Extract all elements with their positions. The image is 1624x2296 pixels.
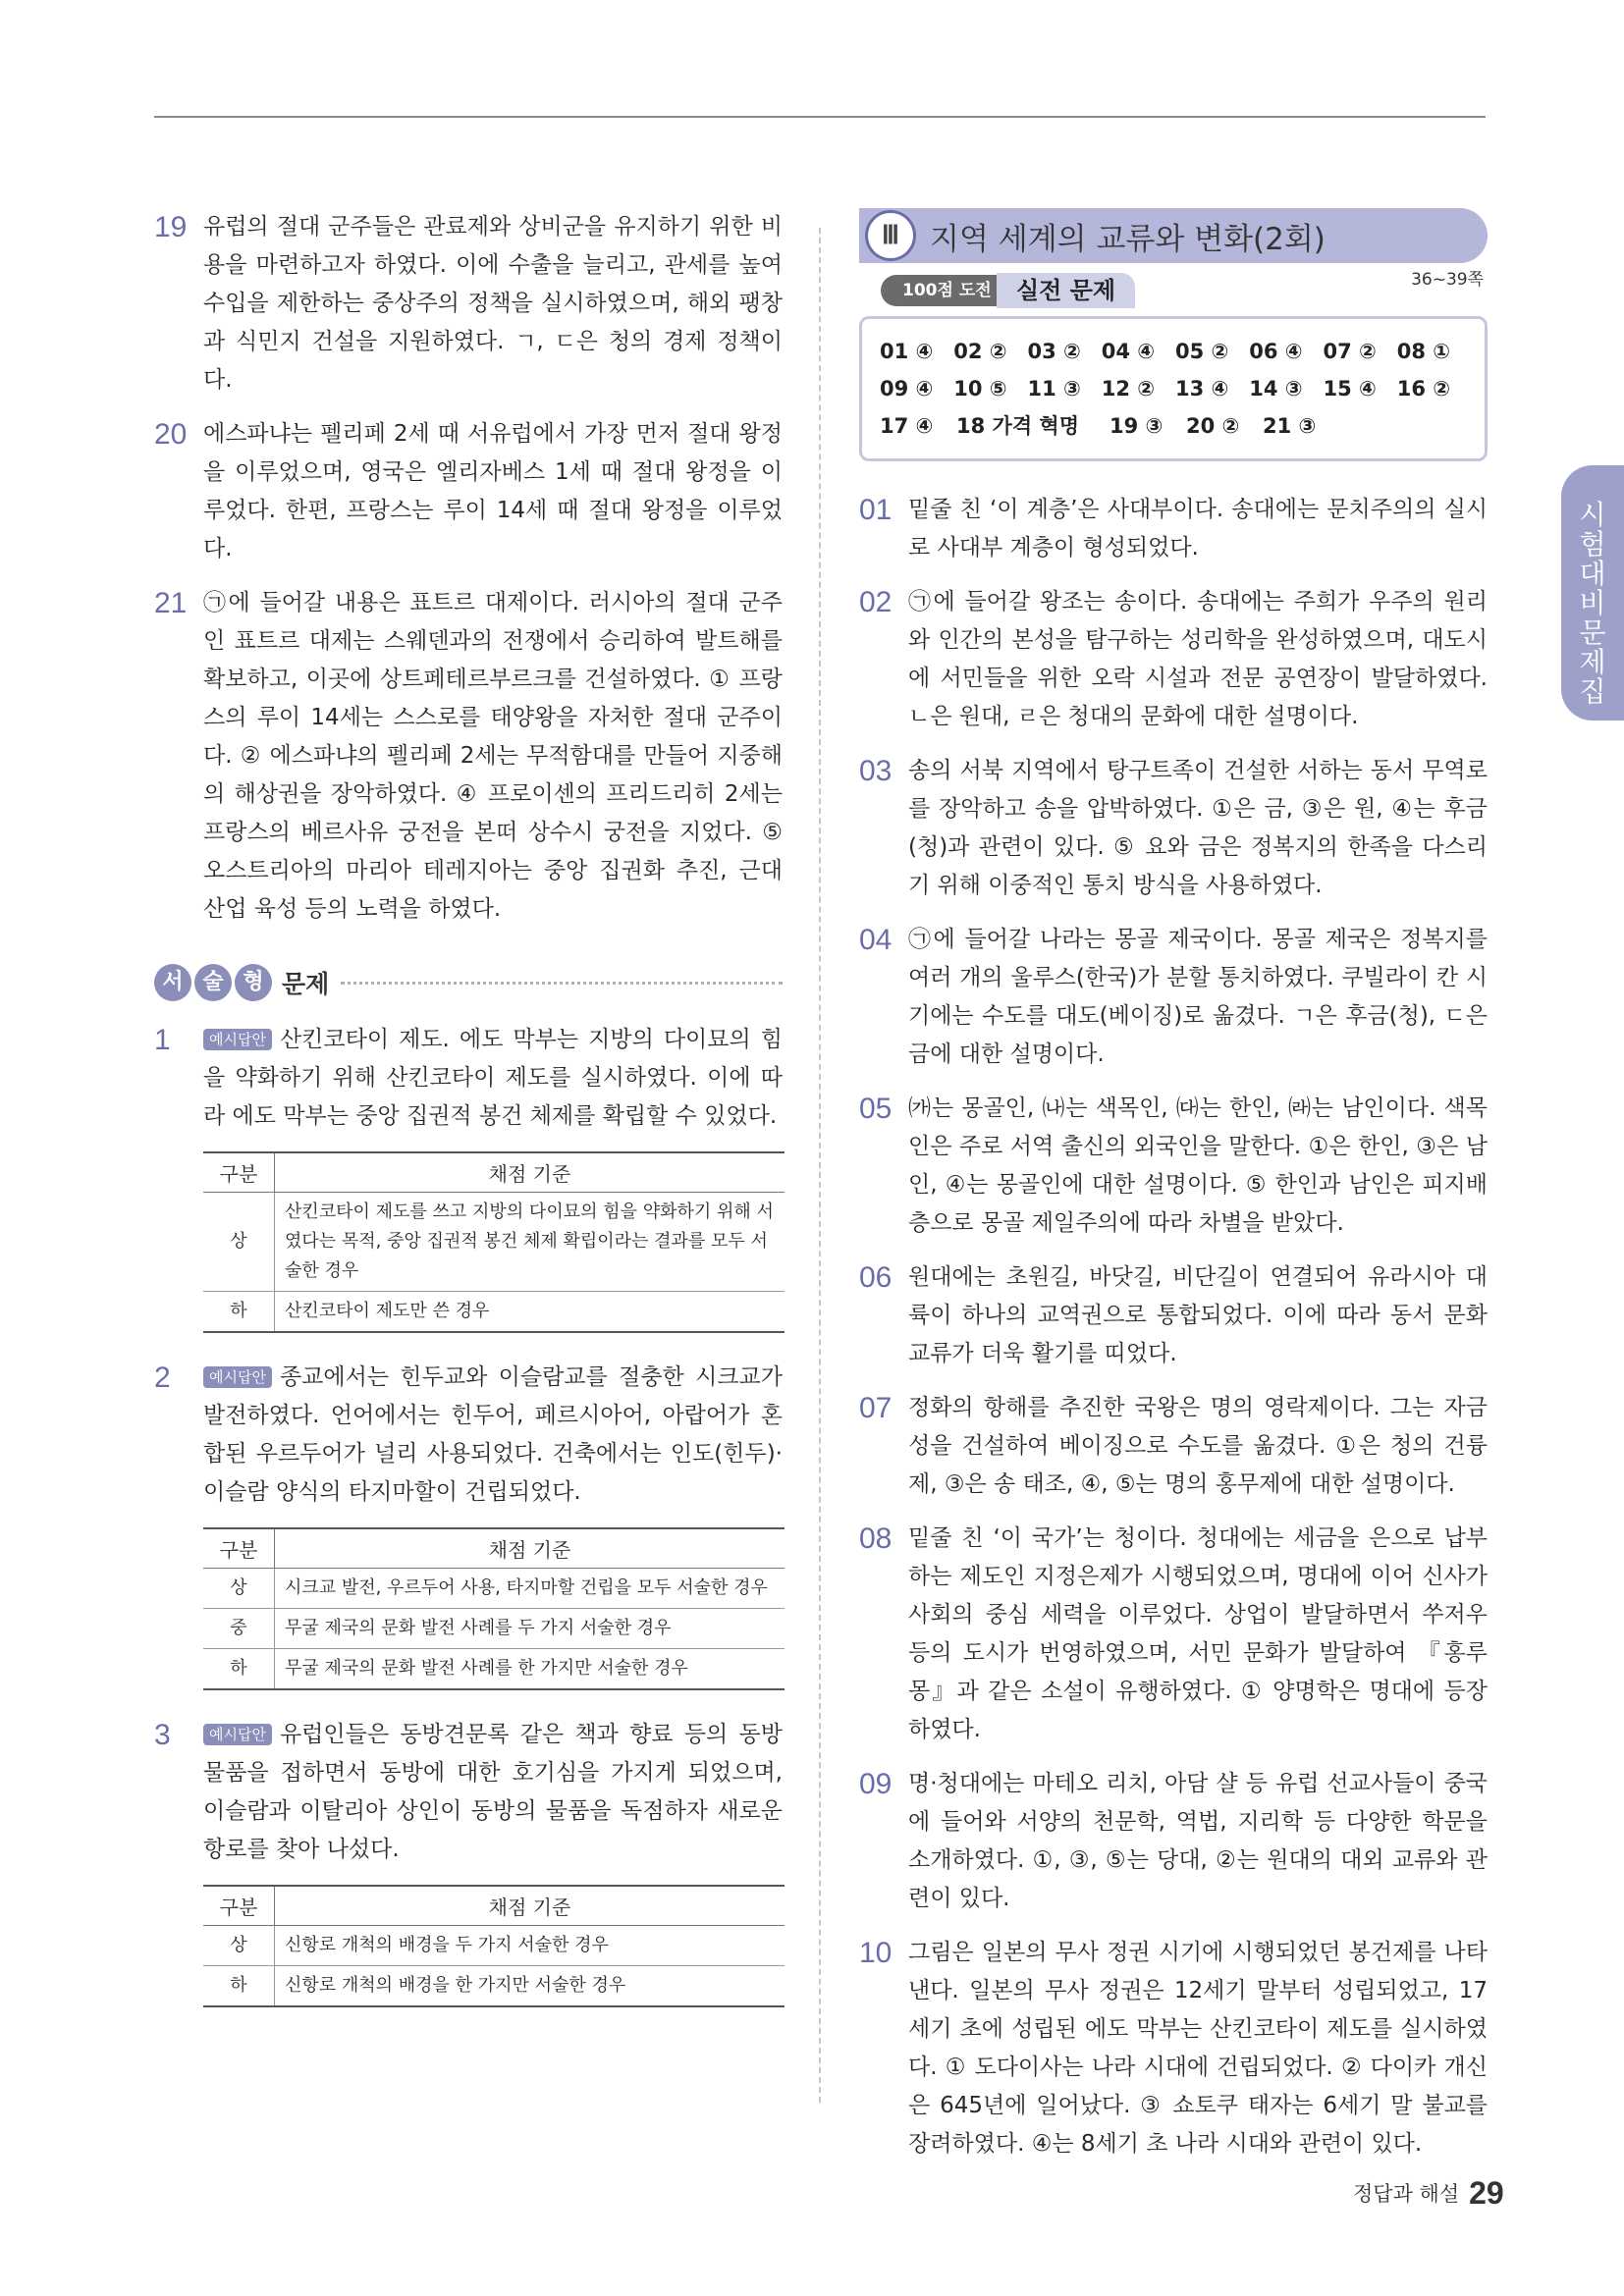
essay-pill-char: 서 xyxy=(154,964,191,1001)
answer-cell: 03 ② xyxy=(1027,340,1081,363)
table-row xyxy=(203,1569,785,1609)
item-text: 그림은 일본의 무사 정권 시기에 시행되었던 봉건제를 나타낸다. 일본의 무사 정권은 12세기 말부터 성립되었고, 17세기 초에 성립된 에도 막부는 산킨코타이 제도를 실시하였다. ① 도다이사는 나라 시대에 건립되었다. ② 다이카 개신은 645년에 일어났다. ③ 쇼토쿠 태자는 6세기 말 불교를 장려하였다. ④는 8세기 초 나라 시대와 관련이 있다. xyxy=(908,1940,1488,2157)
unit-title: 지역 세계의 교류와 변화(2회) xyxy=(930,221,1326,257)
table-row xyxy=(203,1966,785,2007)
side-tab-char: 시 xyxy=(1579,499,1606,531)
answer-cell: 14 ③ xyxy=(1249,377,1303,400)
answer-cell: 05 ② xyxy=(1175,340,1229,363)
row-level: 상 xyxy=(203,1569,275,1609)
item-text: ㈎는 몽골인, ㈏는 색목인, ㈐는 한인, ㈑는 남인이다. 색목인은 주로 서역 출신의 외국인을 말한다. ①은 한인, ③은 남인, ④는 몽골인에 대한 설명이다. ⑤ 한인과 남인은 피지배층으로 몽골 제일주의에 따라 차별을 받았다. xyxy=(908,1095,1488,1236)
essay-heading-word: 문제 xyxy=(282,970,330,998)
item-number: 3 xyxy=(154,1719,171,1751)
left-column xyxy=(154,208,783,2033)
answer-cell: 16 ② xyxy=(1396,377,1451,400)
answer-key-box xyxy=(859,316,1488,461)
answer-row xyxy=(880,333,1471,370)
side-section-tab xyxy=(1561,465,1624,721)
item-number: 1 xyxy=(154,1024,171,1056)
side-tab-char: 비 xyxy=(1579,587,1606,619)
column-divider xyxy=(819,228,821,2103)
practice-tag: 실전 문제 xyxy=(997,273,1135,308)
example-answer-badge: 예시답안 xyxy=(203,1724,272,1745)
item-number: 06 xyxy=(859,1261,893,1294)
top-rule xyxy=(154,116,1486,118)
answer-cell: 19 ③ xyxy=(1110,414,1164,438)
answer-item-05 xyxy=(859,1090,1488,1243)
essay-item-1 xyxy=(154,1021,783,1136)
answer-cell: 18 가격 혁명 xyxy=(956,414,1079,438)
answer-row xyxy=(880,407,1471,445)
answer-row xyxy=(880,370,1471,407)
header-level: 구분 xyxy=(203,1152,275,1193)
answer-cell: 20 ② xyxy=(1186,414,1240,438)
item-number: 10 xyxy=(859,1937,893,1969)
item-text: 송의 서북 지역에서 탕구트족이 건설한 서하는 동서 무역로를 장악하고 송을 압박하였다. ①은 금, ③은 원, ④는 후금(청)과 관련이 있다. ⑤ 요와 금은 정복지의 한족을 다스리기 위해 이중적인 통치 방식을 사용하였다. xyxy=(908,758,1488,898)
answer-cell: 15 ④ xyxy=(1323,377,1377,400)
footer-label: 정답과 해설 xyxy=(1353,2182,1460,2206)
right-column xyxy=(859,208,1488,2179)
header-level: 구분 xyxy=(203,1886,275,1926)
answer-cell: 12 ② xyxy=(1101,377,1156,400)
row-level: 하 xyxy=(203,1292,275,1333)
page-range: 36~39쪽 xyxy=(1411,270,1484,290)
header-criteria: 채점 기준 xyxy=(275,1152,785,1193)
answer-cell: 11 ③ xyxy=(1027,377,1081,400)
item-number: 05 xyxy=(859,1093,893,1125)
unit-number-badge: Ⅲ xyxy=(865,210,916,261)
item-text: 밑줄 친 ‘이 국가’는 청이다. 청대에는 세금을 은으로 납부하는 제도인 지정은제가 시행되었으며, 명대에 이어 신사가 사회의 중심 세력을 이루었다. 상업이 발달하면서 쑤저우 등의 도시가 번영하였으며, 서민 문화가 발달하여 『홍루몽』과 같은 소설이 유행하였다. ① 양명학은 명대에 등장하였다. xyxy=(908,1525,1488,1742)
item-text: 에스파냐는 펠리페 2세 때 서유럽에서 가장 먼저 절대 왕정을 이루었으며, 영국은 엘리자베스 1세 때 절대 왕정을 이루었다. 한편, 프랑스는 루이 14세 때 절대 왕정을 이루었다. xyxy=(203,421,783,561)
item-number: 19 xyxy=(154,211,188,243)
side-tab-char: 제 xyxy=(1579,646,1606,678)
table-row xyxy=(203,1609,785,1649)
row-level: 상 xyxy=(203,1926,275,1966)
item-text: 정화의 항해를 추진한 국왕은 명의 영락제이다. 그는 자금성을 건설하여 베이징으로 수도를 옮겼다. ①은 청의 건륭제, ③은 송 태조, ④, ⑤는 명의 홍무제에 대한 설명이다. xyxy=(908,1395,1488,1497)
item-text: 원대에는 초원길, 바닷길, 비단길이 연결되어 유라시아 대륙이 하나의 교역권으로 통합되었다. 이에 따라 동서 문화 교류가 더욱 활기를 띠었다. xyxy=(908,1264,1488,1366)
item-number: 2 xyxy=(154,1362,171,1394)
header-criteria: 채점 기준 xyxy=(275,1886,785,1926)
row-criteria: 신항로 개척의 배경을 한 가지만 서술한 경우 xyxy=(275,1966,785,2007)
essay-item-3 xyxy=(154,1716,783,1869)
essay-pill-char: 형 xyxy=(235,964,272,1001)
unit-title-bar xyxy=(859,208,1488,263)
page-footer xyxy=(1353,2175,1504,2212)
row-criteria: 무굴 제국의 문화 발전 사례를 두 가지 서술한 경우 xyxy=(275,1609,785,1649)
item-text: 유럽의 절대 군주들은 관료제와 상비군을 유지하기 위한 비용을 마련하고자 하였다. 이에 수출을 늘리고, 관세를 높여 수입을 제한하는 중상주의 정책을 실시하였으며, 해외 팽창과 식민지 건설을 지원하였다. ㄱ, ㄷ은 청의 경제 정책이다. xyxy=(203,214,783,393)
left-answer-list xyxy=(154,208,783,929)
page-number: 29 xyxy=(1469,2175,1504,2211)
side-tab-char: 대 xyxy=(1579,558,1606,590)
row-criteria: 산킨코타이 제도만 쓴 경우 xyxy=(275,1292,785,1333)
item-number: 08 xyxy=(859,1522,893,1555)
side-tab-char: 집 xyxy=(1579,675,1606,708)
table-row xyxy=(203,1193,785,1292)
essay-item-2 xyxy=(154,1359,783,1512)
practice-subheading xyxy=(859,270,1488,320)
grading-table-1 xyxy=(203,1151,785,1333)
item-number: 21 xyxy=(154,587,188,619)
row-criteria: 산킨코타이 제도를 쓰고 지방의 다이묘의 힘을 약화하기 위해 서였다는 목적, 중앙 집권적 봉건 체제 확립이라는 결과를 모두 서술한 경우 xyxy=(275,1193,785,1292)
table-row xyxy=(203,1292,785,1333)
header-criteria: 채점 기준 xyxy=(275,1528,785,1569)
table-header-row xyxy=(203,1886,785,1926)
answer-item-01 xyxy=(859,491,1488,567)
answer-item-20 xyxy=(154,415,783,568)
item-text: 밑줄 친 ‘이 계층’은 사대부이다. 송대에는 문치주의의 실시로 사대부 계층이 형성되었다. xyxy=(908,497,1488,561)
challenge-tag: 100점 도전 xyxy=(881,275,1007,306)
example-answer-badge: 예시답안 xyxy=(203,1366,272,1388)
item-number: 07 xyxy=(859,1392,893,1424)
grading-table-2 xyxy=(203,1527,785,1690)
table-header-row xyxy=(203,1152,785,1193)
item-number: 04 xyxy=(859,924,893,956)
answer-cell: 01 ④ xyxy=(880,340,934,363)
essay-pill xyxy=(154,964,272,1001)
item-text: ㉠에 들어갈 왕조는 송이다. 송대에는 주희가 우주의 원리와 인간의 본성을 탐구하는 성리학을 완성하였으며, 대도시에 서민들을 위한 오락 시설과 전문 공연장이 발달하였다. ㄴ은 원대, ㄹ은 청대의 문화에 대한 설명이다. xyxy=(908,589,1488,729)
answer-item-04 xyxy=(859,921,1488,1074)
essay-section-heading xyxy=(154,964,783,1001)
answer-item-08 xyxy=(859,1520,1488,1749)
table-row xyxy=(203,1649,785,1690)
row-criteria: 신항로 개척의 배경을 두 가지 서술한 경우 xyxy=(275,1926,785,1966)
row-criteria: 무굴 제국의 문화 발전 사례를 한 가지만 서술한 경우 xyxy=(275,1649,785,1690)
item-text: 종교에서는 힌두교와 이슬람교를 절충한 시크교가 발전하였다. 언어에서는 힌두어, 페르시아어, 아랍어가 혼합된 우르두어가 널리 사용되었다. 건축에서는 인도(힌두)·이슬람 양식의 타지마할이 건립되었다. xyxy=(203,1364,783,1505)
answer-cell: 07 ② xyxy=(1323,340,1377,363)
answer-cell: 13 ④ xyxy=(1175,377,1229,400)
item-number: 02 xyxy=(859,586,893,618)
dotted-rule xyxy=(341,982,783,985)
answer-item-09 xyxy=(859,1765,1488,1918)
answer-cell: 21 ③ xyxy=(1263,414,1317,438)
grading-table-3 xyxy=(203,1885,785,2007)
item-text: ㉠에 들어갈 나라는 몽골 제국이다. 몽골 제국은 정복지를 여러 개의 울루스(한국)가 분할 통치하였다. 쿠빌라이 칸 시기에는 수도를 대도(베이징)로 옮겼다. ㄱ은 후금(청), ㄷ은 금에 대한 설명이다. xyxy=(908,927,1488,1067)
table-header-row xyxy=(203,1528,785,1569)
answer-cell: 17 ④ xyxy=(880,414,934,438)
row-level: 하 xyxy=(203,1649,275,1690)
essay-pill-char: 술 xyxy=(194,964,232,1001)
item-text: ㉠에 들어갈 내용은 표트르 대제이다. 러시아의 절대 군주인 표트르 대제는 스웨덴과의 전쟁에서 승리하여 발트해를 확보하고, 이곳에 상트페테르부르크를 건설하였다. ① 프랑스의 루이 14세는 스스로를 태양왕을 자처한 절대 군주이다. ② 에스파냐의 펠리페 2세는 무적함대를 만들어 지중해의 해상권을 장악하였다. ④ 프로이센의 프리드리히 2세는 프랑스의 베르사유 궁전을 본떠 상수시 궁전을 지었다. ⑤ 오스트리아의 마리아 테레지아는 중앙 집권화 추진, 근대 산업 육성 등의 노력을 하였다. xyxy=(203,590,783,922)
answer-item-06 xyxy=(859,1258,1488,1373)
row-criteria: 시크교 발전, 우르두어 사용, 타지마할 건립을 모두 서술한 경우 xyxy=(275,1569,785,1609)
answer-cell: 10 ⑤ xyxy=(953,377,1007,400)
row-level: 하 xyxy=(203,1966,275,2007)
answer-item-03 xyxy=(859,752,1488,905)
answer-cell: 09 ④ xyxy=(880,377,934,400)
table-row xyxy=(203,1926,785,1966)
right-answer-list xyxy=(859,491,1488,2163)
answer-item-07 xyxy=(859,1389,1488,1504)
answer-item-10 xyxy=(859,1934,1488,2163)
item-number: 03 xyxy=(859,755,893,787)
row-level: 중 xyxy=(203,1609,275,1649)
answer-item-02 xyxy=(859,583,1488,736)
header-level: 구분 xyxy=(203,1528,275,1569)
example-answer-badge: 예시답안 xyxy=(203,1029,272,1050)
answer-item-19 xyxy=(154,208,783,400)
item-number: 01 xyxy=(859,494,893,526)
item-number: 20 xyxy=(154,418,188,451)
answer-cell: 08 ① xyxy=(1396,340,1451,363)
item-number: 09 xyxy=(859,1768,893,1800)
answer-item-21 xyxy=(154,584,783,929)
item-text: 명·청대에는 마테오 리치, 아담 샬 등 유럽 선교사들이 중국에 들어와 서양의 천문학, 역법, 지리학 등 다양한 학문을 소개하였다. ①, ③, ⑤는 당대, ②는 원대의 대외 교류와 관련이 있다. xyxy=(908,1771,1488,1911)
side-tab-char: 문 xyxy=(1579,616,1606,649)
row-level: 상 xyxy=(203,1193,275,1292)
answer-cell: 06 ④ xyxy=(1249,340,1303,363)
item-text: 산킨코타이 제도. 에도 막부는 지방의 다이묘의 힘을 약화하기 위해 산킨코타이 제도를 실시하였다. 이에 따라 에도 막부는 중앙 집권적 봉건 체제를 확립할 수 있었다. xyxy=(203,1027,783,1129)
side-tab-char: 험 xyxy=(1579,528,1606,561)
answer-cell: 04 ④ xyxy=(1101,340,1156,363)
answer-cell: 02 ② xyxy=(953,340,1007,363)
item-text: 유럽인들은 동방견문록 같은 책과 향료 등의 동방 물품을 접하면서 동방에 대한 호기심을 가지게 되었으며, 이슬람과 이탈리아 상인이 동방의 물품을 독점하자 새로운 항로를 찾아 나섰다. xyxy=(203,1722,783,1862)
